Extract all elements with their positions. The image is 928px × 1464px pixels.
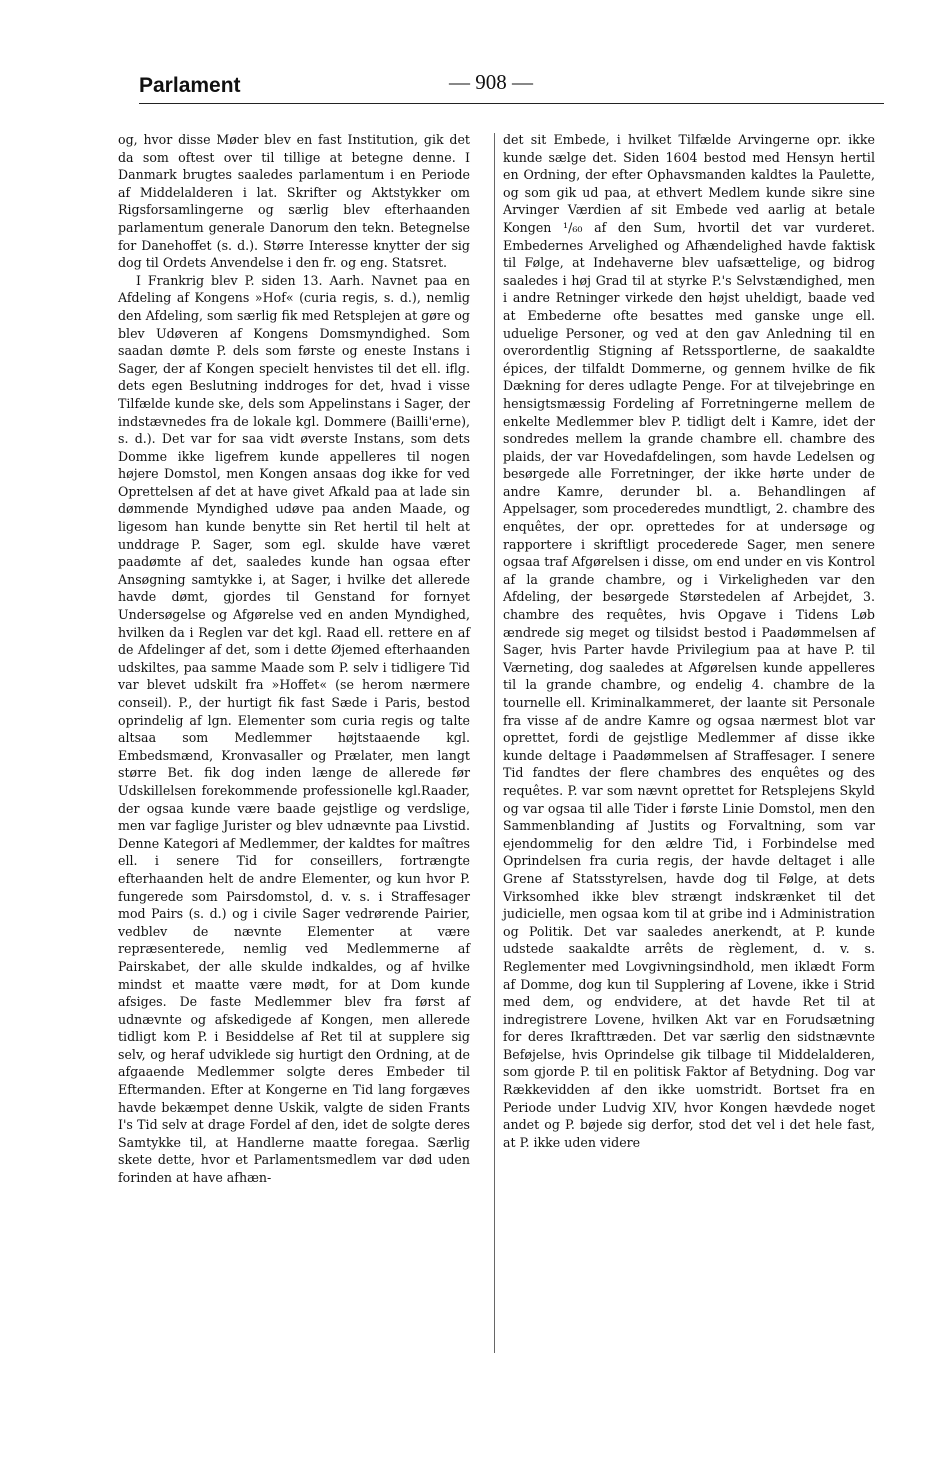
left-paragraph-1: og, hvor disse Møder blev en fast Institution, gik det da som oftest over til tillige at betegne denne. I Danmark brugtes saaledes parlamentum i en Periode af Middelalderen i lat. Skrifter og Aktstykker om Rigsforsamlingerne og særlig blev efterhaanden parlamentum generale Danorum den tekn. Betegnelse for Danehoffet (s. d.). Større Interesse knytter der sig dog til Ordets Anvendelse i den fr. og eng. Statsret. (118, 132, 470, 271)
right-paragraph-1: det sit Embede, i hvilket Tilfælde Arvingerne opr. ikke kunde sælge det. Siden 1604 bestod med Hensyn hertil en Ordning, der efter Ophavsmanden kaldtes la Paulette, og som gik ud paa, at ethvert Medlem kunde sikre sine Arvinger Værdien af sit Embede ved aarlig at betale Kongen ¹/₆₀ af den Sum, hvortil det var vurderet. Embedernes Arvelighed og Afhændelighed havde faktisk til Følge, at Indehaverne blev uafsættelige, og bidrog saaledes i høj Grad til at styrke P.'s Selvstændighed, men i andre Retninger virkede den højst uheldigt, baade ved at Embederne ofte besattes med ganske unge ell. uduelige Personer, og ved at den gav Anledning til en overordentlig Stigning af Retssportlerne, de saakaldte épices, der tilfaldt Dommerne, og gennem hvilke de fik Dækning for deres udlagte Penge. For at tilvejebringe en hensigtsmæssig Fordeling af Forretningerne mellem de enkelte Medlemmer blev P. tidligt delt i Kamre, idet der sondredes mellem la grande chambre ell. chambre des plaids, der var Hovedafdelingen, som havde Ledelsen og besørgede alle Forretninger, der ikke hørte under de andre Kamre, derunder bl. a. Behandlingen af Appelsager, som procederedes mundtligt, 2. chambre des enquêtes, der opr. oprettedes for at undersøge og rapportere i skriftligt procederede Sager, men senere ogsaa traf Afgørelsen i disse, om end under en vis Kontrol af la grande chambre, og i Virkeligheden var den Afdeling, der besørgede Størstedelen af Arbejdet, 3. chambre des requêtes, hvis Opgave i Tidens Løb ændrede sig meget og tilsidst bestod i Paadømmelsen af Sager, hvis Parter havde Privilegium paa at have P. til Værneting, dog saaledes at Afgørelsen kunde appelleres til la grande chambre, og endelig 4. chambre de la tournelle ell. Kriminalkammeret, der laante sit Personale fra visse af de andre Kamre og ogsaa nærmest blot var oprettet, fordi de gejstlige Medlemmer af disse ikke kunde deltage i Paadømmelsen af Straffesager. I senere Tid fandtes der flere chambres des enquêtes og des requêtes. P. var som nævnt oprettet for Retsplejens Skyld og var ogsaa til alle Tider i første Linie Domstol, men den Sammenblanding af Justits og Forvaltning, som var ejendommelig for den ældre Tid, i Forbindelse med Oprindelsen fra curia regis, der havde deltaget i alle Grene af Statsstyrelsen, havde dog til Følge, at dets Virksomhed ikke blev strængt indskrænket til det judicielle, men ogsaa kom til at gribe ind i Administration og Politik. Det var saaledes anerkendt, at P. kunde udstede saakaldte arrêts de règlement, d. v. s. Reglementer med Lovgivningsindhold, men iklædt Form af Domme, dog kun til Supplering af Lovene, ikke i Strid med dem, og endvidere, at det havde Ret til at indregistrere Lovene, hvilken Akt var en Forudsætning for deres Ikrafttræden. Det var særlig den sidstnævnte Beføjelse, hvis Oprindelse gik tilbage til Middelalderen, som gjorde P. til en politisk Faktor af Betydning. Dog var Rækkevidden af den ikke uomstridt. Bortset fra en Periode under Ludvig XIV, hvor Kongen hævdede noget andet og P. bøjede sig derfor, stod det vel i det hele fast, at P. ikke uden videre (503, 132, 875, 1150)
running-title: Parlament (139, 74, 241, 97)
column-divider (494, 133, 495, 1353)
left-column (118, 131, 470, 1187)
right-column (503, 131, 875, 1151)
header-rule (139, 103, 884, 104)
running-header (139, 70, 879, 104)
left-paragraph-2: I Frankrig blev P. siden 13. Aarh. Navnet paa en Afdeling af Kongens »Hof« (curia regis, s. d.), nemlig den Afdeling, som særlig fik med Retsplejen at gøre og blev Udøveren af Kongens Domsmyndighed. Som saadan dømte P. dels som første og eneste Instans i Sager, der af Kongen specielt henvistes til det ell. iflg. dets egen Beslutning inddroges for det, hvad i visse Tilfælde kunde ske, dels som Appelinstans i Sager, der indstævnedes fra de lokale kgl. Dommere (Bailli'erne), s. d.). Det var for saa vidt øverste Instans, som dets Domme ikke ligefrem kunde appelleres til nogen højere Domstol, men Kongen ansaas dog ikke for ved Oprettelsen af det at have givet Afkald paa at lade sin dømmende Myndighed udøve paa anden Maade, og ligesom han kunde benytte sin Ret hertil til helt at unddrage P. Sager, som egl. skulde have været paadømte af det, saaledes kunde han ogsaa efter Ansøgning samtykke i, at Sager, i hvilke det allerede havde dømt, gjordes til Genstand for fornyet Undersøgelse og Afgørelse ved en anden Myndighed, hvilken da i Reglen var det kgl. Raad ell. rettere en af de Afdelinger af det, som i dette Øjemed efterhaanden udskiltes, paa samme Maade som P. selv i tidligere Tid var blevet udskilt fra »Hoffet« (se herom nærmere conseil). P., der hurtigt fik fast Sæde i Paris, bestod oprindelig af lgn. Elementer som curia regis og talte altsaa som Medlemmer højtstaaende kgl. Embedsmænd, Kronvasaller og Prælater, men langt større Bet. fik dog inden længe de allerede før Udskillelsen forekommende professionelle kgl.Raader, der ogsaa kunde være baade gejstlige og verdslige, men var faglige Jurister og blev udnævnte paa Livstid. Denne Kategori af Medlemmer, der kaldtes for maîtres ell. i senere Tid for conseillers, fortrængte efterhaanden helt de andre Elementer, og kun hvor P. fungerede som Pairsdomstol, d. v. s. i Straffesager mod Pairs (s. d.) og i civile Sager vedrørende Pairier, vedblev de nævnte Elementer at være repræsenterede, nemlig ved Medlemmerne af Pairskabet, der alle skulde indkaldes, og af hvilke mindst et maatte være mødt, for at Dom kunde afsiges. De faste Medlemmer blev fra først af udnævnte og afskedigede af Kongen, men allerede tidligt kom P. i Besiddelse af Ret til at supplere sig selv, og heraf udviklede sig hurtigt den Ordning, at de afgaaende Medlemmer solgte deres Embeder til Eftermanden. Efter at Kongerne en Tid lang forgæves havde bekæmpet denne Uskik, valgte de siden Frants I's Tid selv at drage Fordel af den, idet de solgte deres Samtykke til, at Handlerne maatte foregaa. Særlig skete dette, hvor et Parlamentsmedlem var død uden forinden at have afhæn- (118, 272, 470, 1186)
page-number: — 908 — (449, 70, 533, 94)
